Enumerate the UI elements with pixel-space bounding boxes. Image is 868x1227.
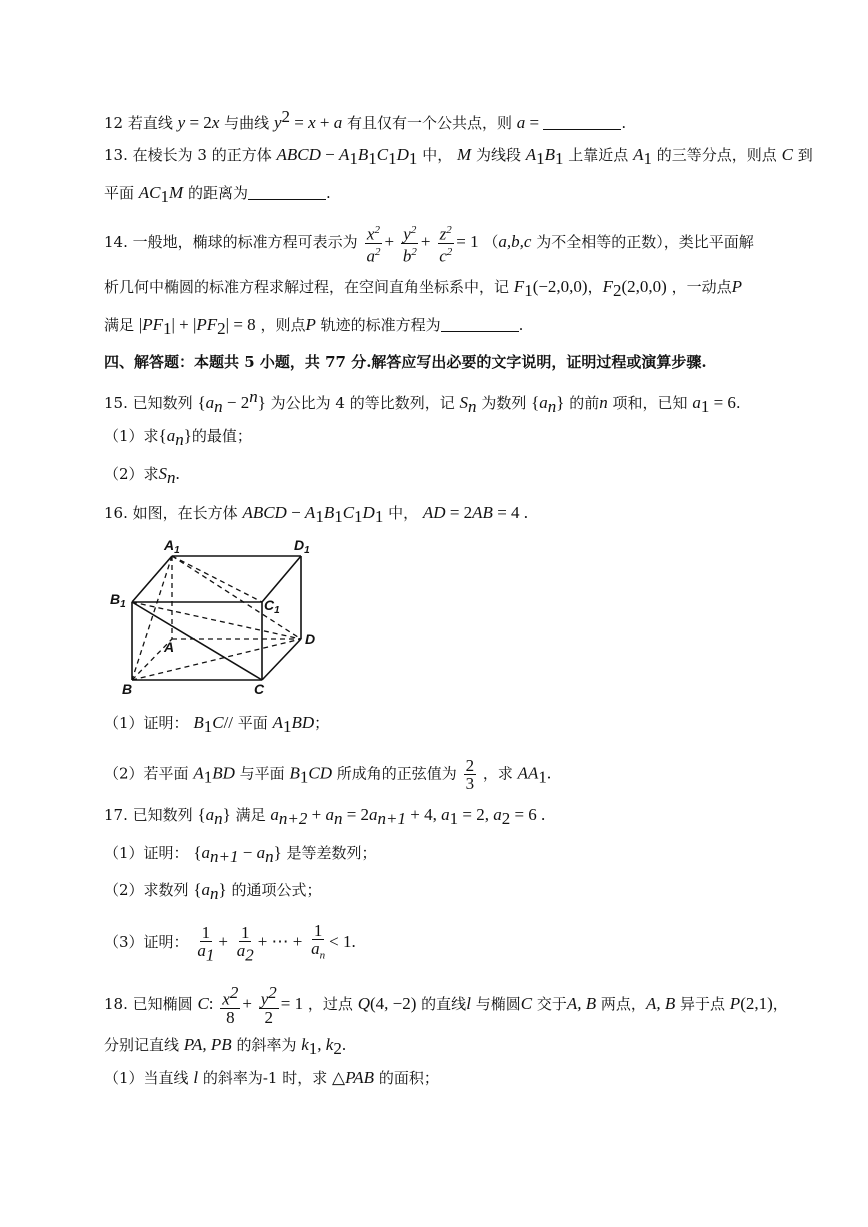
- q15-part2: （2）求$S_n$.: [104, 464, 180, 487]
- q16-part2: （2）若平面 $A_1BD$ 与平面 $B_1CD$ 所成角的正弦值为 $\frac{2}{3}$ ，求 $AA_1$.: [104, 756, 552, 793]
- q15-part1: （1）求$\{a_n\}$的最值；: [104, 426, 252, 449]
- q17-part2: （2）求数列 $\{a_n\}$ 的通项公式；: [104, 880, 322, 903]
- label-c: C: [254, 681, 265, 696]
- q14-line2: 析几何中椭圆的标准方程求解过程，在空间直角坐标系中，记 $F_1(-2,0,0)$，$F_2(2,0,0)$ ，一动点P: [104, 277, 743, 300]
- q17-part1: （1）证明： $\{a_{n+1} - a_n\}$ 是等差数列；: [104, 843, 377, 866]
- answer-blank: [248, 185, 326, 200]
- cuboid-figure: [104, 536, 334, 696]
- q18-line2: 分别记直线 PA, PB 的斜率为 $k_1$, $k_2$.: [104, 1035, 347, 1058]
- q17-line: 17. 已知数列 $\{a_n\}$ 满足 $a_{n+2} + a_n = 2a_{n+1} + 4$, $a_1 = 2$, $a_2 = 6$ .: [104, 805, 546, 828]
- label-b1: $B_1$: [110, 591, 126, 610]
- q14-line3: 满足 $|PF_1| + |PF_2| = 8$ ，则点P 轨迹的标准方程为 .: [104, 315, 524, 338]
- q13-line2: 平面 $AC_1M$ 的距离为 .: [104, 183, 331, 206]
- answer-blank: [441, 317, 519, 332]
- q16-part1: （1）证明： $B_1C//$ 平面 $A_1BD$；: [104, 713, 330, 736]
- q15-line: 15. 已知数列 $\{a_n - 2^n\}$ 为公比为 4 的等比数列，记 $S_n$ 为数列 $\{a_n\}$ 的前n 项和，已知 $a_1 = 6$.: [104, 387, 741, 416]
- label-d: D: [305, 631, 316, 647]
- q18-part1: （1）当直线 l 的斜率为-1 时，求 △PAB 的面积；: [104, 1068, 439, 1087]
- label-b: B: [122, 681, 133, 696]
- answer-blank: [543, 115, 621, 130]
- label-a: A: [164, 639, 175, 655]
- q13-line1: 13. 在棱长为 3 的正方体 ABCD − $A_1B_1C_1D_1$ 中， M 为线段 $A_1B_1$ 上靠近点 $A_1$ 的三等分点，则点 C 到: [104, 145, 813, 168]
- label-c1: $C_1$: [264, 597, 280, 616]
- section-heading: 四、解答题：本题共 5 小题，共 77 分.解答应写出必要的文字说明，证明过程或演算步骤.: [104, 353, 707, 371]
- q17-part3: （3）证明： $\frac{1}{a_1}$ + $\frac{1}{a_2}$ + ⋯ + $\frac{1}{a_n}$ < 1.: [104, 921, 356, 964]
- label-d1: $D_1$: [294, 537, 310, 556]
- q12-line: 12 若直线 y = 2x 与曲线 $y^2 = x + a$ 有且仅有一个公共点，则 a = .: [104, 107, 627, 132]
- q18-line1: 18. 已知椭圆 C: $\frac{x^2}{8}$ + $\frac{y^2}{2}$ = 1 ，过点 Q(4, −2) 的直线l 与椭圆C 交于A, B 两点，A, B 异于点 P(2,1)，: [104, 983, 788, 1027]
- q16-line: 16. 如图，在长方体 ABCD − $A_1B_1C_1D_1$ 中， AD = 2AB = 4 .: [104, 503, 529, 526]
- q14-line1: 14. 一般地，椭球的标准方程可表示为 $\frac{x^2}{a^2}$ + $\frac{y^2}{b^2}$ + $\frac{z^2}{c^2}$ = 1 （a,b,c 为不全相等的正数），类比平面解: [104, 224, 754, 266]
- label-a1: $A_1$: [164, 537, 180, 556]
